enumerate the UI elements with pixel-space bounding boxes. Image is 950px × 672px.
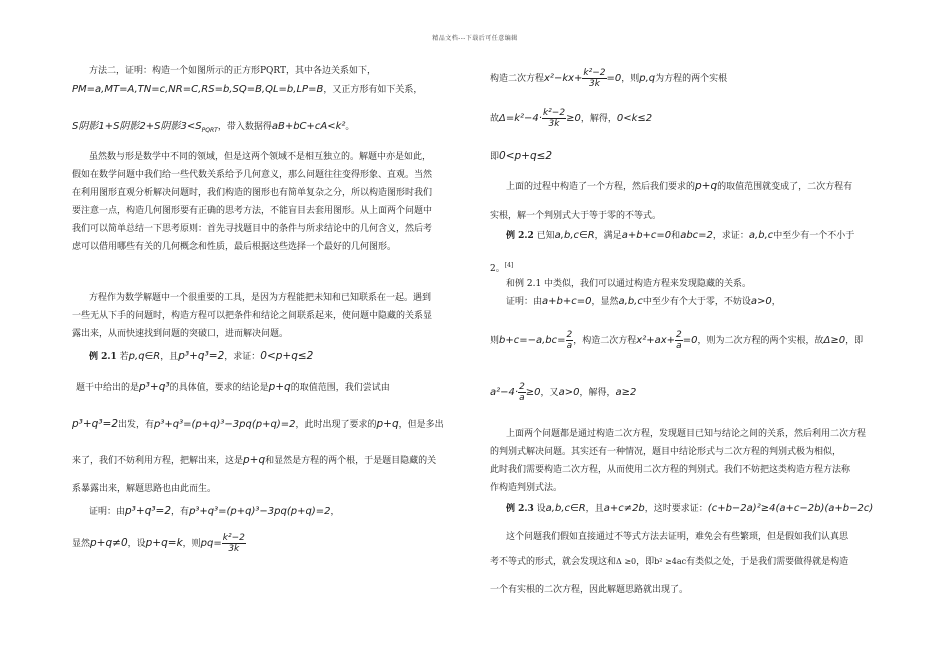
text-fragment: ，设 <box>127 539 146 549</box>
math-expression: a>0 <box>558 387 580 398</box>
text-fragment: 显然 <box>72 539 91 549</box>
left-line-3 <box>72 121 354 137</box>
text-fragment: ，解得， <box>579 388 616 398</box>
text-fragment: 即 <box>490 152 500 162</box>
paragraph-line <box>490 556 848 568</box>
paragraph-line: 一些无从下手的问题时，构造方程可以把条件和结论之间联系起来，使问题中隐藏的关系显 <box>72 311 433 321</box>
fraction-numerator: k²−2 <box>222 533 245 543</box>
text-fragment: ，求证： <box>224 352 261 362</box>
text-fragment: ，解得， <box>580 114 617 124</box>
math-expression: S阴影1+S阴影2+S阴影3<S <box>72 121 202 132</box>
math-expression: 0<p+q≤2 <box>260 350 314 362</box>
proof-line-1 <box>89 505 340 518</box>
paragraph-line: 假如在数学问题中我们给一些代数关系给予几何意义，那么问题往往变得形象、直观。当然 <box>72 170 433 180</box>
math-subscript: PQRT <box>201 126 218 134</box>
math-expression: a,b,c <box>748 230 774 241</box>
math-expression: ≥0 <box>566 113 581 124</box>
paragraph-line: 我们可以简单总结一下思考原则：首先寻找题目中的条件与所求结论中的几何含义，然后考 <box>72 224 433 234</box>
fraction-denominator: 3k <box>588 79 600 89</box>
text-fragment: ，构造二次方程 <box>573 336 637 346</box>
text-fragment: 来了，我们不妨利用方程，把解出来，这是 <box>72 456 244 466</box>
text-fragment: ，且 <box>160 352 179 362</box>
text-fragment: ，显然 <box>591 297 619 307</box>
example-label: 例 2.2 <box>506 231 534 241</box>
math-expression: p+q <box>376 418 399 430</box>
proof-line-2 <box>72 532 246 555</box>
right-line-2 <box>490 108 652 130</box>
example-2-2-statement <box>506 230 854 242</box>
example-2-3-statement <box>506 503 873 515</box>
left-line-analysis-1 <box>76 381 390 394</box>
right-line-7 <box>490 260 513 275</box>
text-fragment: ，则 <box>182 539 201 549</box>
text-fragment: 上面的过程中构造了一个方程，然后我们要求的 <box>506 182 696 192</box>
paragraph-line: 上面两个问题都是通过构造二次方程，发现题目已知与结论之间的关系，然后利用二次方程 <box>506 429 867 439</box>
text-fragment: 证明：由 <box>506 297 543 307</box>
example-label: 例 2.1 <box>89 352 117 362</box>
math-expression: p+q=k <box>145 537 183 549</box>
paragraph-line: 的判别式解决问题。其实还有一种情况，题目中结论形式与二次方程的判别式极为相似， <box>490 447 842 457</box>
citation-ref: [4] <box>504 262 514 269</box>
text-fragment: ，即 <box>636 557 655 567</box>
math-expression: a+b+c=0 <box>542 296 592 307</box>
paragraph-line: 露出来，从而快速找到问题的突破口，进而解决问题。 <box>72 329 289 339</box>
math-expression: p+q <box>695 180 718 192</box>
fraction-numerator: 2 <box>566 330 573 340</box>
proof-line-2-2 <box>490 330 863 352</box>
math-expression: p³+q³=(p+q)³−3pq(p+q)=2 <box>189 506 331 517</box>
math-expression: pq= <box>200 538 222 549</box>
math-expression: p³+q³=2 <box>125 505 172 517</box>
math-expression: b+c=−a,bc= <box>499 335 566 346</box>
left-line-analysis-2 <box>72 418 444 431</box>
math-expression: p,q∈R <box>128 351 161 362</box>
text-fragment: ，有 <box>171 507 190 517</box>
math-expression: 0<p+q≤2 <box>499 150 553 162</box>
math-expression: p+q <box>268 381 291 393</box>
text-fragment: ，又正方形有如下关系， <box>323 85 423 95</box>
text-fragment: ，这时要求证： <box>644 504 708 514</box>
text-fragment: ，则 <box>621 74 640 84</box>
text-fragment: ，又 <box>540 388 559 398</box>
text-fragment: 若 <box>116 352 129 362</box>
text-fragment: 有类似之处，于是我们需要做得就是构造 <box>686 557 849 567</box>
fraction-numerator: 2 <box>519 382 525 392</box>
math-expression: p+q≠0 <box>90 537 128 549</box>
text-fragment: ，带入数据得 <box>217 122 272 132</box>
paragraph-line: 方程作为数学解题中一个很重要的工具，是因为方程能把未知和已知联系在一起。遇到 <box>89 293 432 303</box>
paragraph-line: 虑可以借用哪些有关的几何概念和性质，最后根据这些选择一个最好的几何图形。 <box>72 242 397 252</box>
math-expression: x²−kx+ <box>544 73 583 84</box>
paragraph-line: 要注意一点，构造几何图形要有正确的思考方法，不能盲目去套用图形。从上面两个问题中 <box>72 206 433 216</box>
text-fragment: 证明：由 <box>89 507 126 517</box>
math-expression: a+c≠2b <box>603 503 645 514</box>
math-expression: p³+q³=2 <box>178 350 225 362</box>
fraction <box>222 533 246 554</box>
math-expression: Δ ≥0 <box>616 557 637 566</box>
text-fragment: 则 <box>490 336 500 346</box>
text-fragment: ，且 <box>585 504 604 514</box>
math-expression: =0 <box>682 335 698 346</box>
text-fragment: 考不等式的形式，就会发现这和 <box>490 557 617 567</box>
text-fragment: 为方程的两个实根 <box>655 74 728 84</box>
fraction-numerator: k²−2 <box>542 108 566 118</box>
text-fragment: 的取值范围就变成了，二次方程有 <box>717 182 853 192</box>
text-fragment: 和显然是方程的两个根，于是题目隐藏的关 <box>265 456 437 466</box>
fraction-numerator: 2 <box>676 330 682 340</box>
math-expression: a+b+c=0 <box>621 230 672 241</box>
math-expression: p³+q³ <box>139 381 170 393</box>
math-expression: ≥0 <box>525 387 541 398</box>
fraction-denominator: a <box>519 393 525 403</box>
text-fragment: ，则为二次方程的两个实根，故 <box>697 336 824 346</box>
math-expression: p,q <box>639 73 656 84</box>
math-expression: =0 <box>606 73 622 84</box>
math-expression: p+q <box>243 454 266 466</box>
text-fragment: 的取值范围，我们尝试由 <box>290 383 390 393</box>
text-fragment: 中至少有一个不小于 <box>773 231 855 241</box>
example-2-1-statement <box>89 350 313 363</box>
math-expression: a,b,c <box>618 296 643 307</box>
math-expression: p³+q³=2 <box>72 418 119 430</box>
math-expression: x²+ax+ <box>636 335 676 346</box>
text-fragment: 故 <box>490 114 500 124</box>
left-line-2 <box>72 84 422 96</box>
math-expression: a>0 <box>750 296 772 307</box>
fraction <box>675 330 683 351</box>
paragraph-line: 作构造判别式法。 <box>490 483 563 493</box>
text-fragment: ，即 <box>845 336 864 346</box>
text-fragment: ，但是多出 <box>398 420 444 430</box>
math-expression: Δ≥0 <box>823 335 846 346</box>
math-expression: aB+bC+cA<k² <box>271 121 346 132</box>
math-expression: abc=2 <box>680 230 713 241</box>
text-fragment: 题干中给出的是 <box>76 383 140 393</box>
math-expression: Δ=k²−4· <box>499 113 542 124</box>
fraction <box>518 382 526 403</box>
paragraph-line: 虽然数与形是数学中不同的领域，但是这两个领域不是相互独立的。解题中亦是如此， <box>89 152 432 162</box>
fraction-denominator: a <box>676 341 682 351</box>
math-expression: PM=a,MT=A,TN=c,NR=C,RS=b,SQ=B,QL=b,LP=B <box>72 84 324 95</box>
text-fragment: 中至少有个大于零，不妨设 <box>642 297 751 307</box>
text-fragment: 已知 <box>533 231 555 241</box>
fraction-numerator: k²−2 <box>583 68 606 78</box>
text-fragment: 出发，有 <box>118 420 155 430</box>
text-fragment: 设 <box>533 504 546 514</box>
paragraph-line: 一个有实根的二次方程，因此解题思路就出现了。 <box>490 585 689 595</box>
fraction-denominator: 3k <box>228 544 240 554</box>
math-expression: a≥2 <box>615 387 637 398</box>
proof-line-2-1 <box>506 296 781 308</box>
page-header: 精品文档---下载后可任意编辑 <box>432 35 518 42</box>
fraction-denominator: a <box>566 341 573 351</box>
math-expression: (c+b−2a)²≥4(a+c−2b)(a+b−2c) <box>707 503 874 514</box>
text-fragment: ， <box>330 507 340 517</box>
text-fragment: ， <box>771 297 781 307</box>
paragraph-line: 这个问题我们假如直接通过不等式方法去证明，难免会有些繁琐，但是假如我们认真思 <box>506 532 849 542</box>
right-line-1 <box>490 68 727 90</box>
fraction <box>542 108 566 129</box>
math-expression: 0<k≤2 <box>616 113 653 124</box>
math-expression: a,b,c∈R <box>554 230 595 241</box>
text-fragment: ，此时出现了要求的 <box>295 420 377 430</box>
paragraph-line: 此时我们需要构造二次方程，从而使用二次方程的判别式。我们不妨把这类构造方程方法称 <box>490 465 851 475</box>
right-line-3 <box>490 150 552 163</box>
left-line-analysis-3 <box>72 454 436 467</box>
text-fragment: 和 <box>671 231 681 241</box>
left-line-1: 方法二，证明：构造一个如图所示的正方形PQRT，其中各边关系如下， <box>89 66 377 76</box>
math-expression: a,b,c∈R <box>545 503 586 514</box>
math-expression: p³+q³=(p+q)³−3pq(p+q)=2 <box>154 419 296 430</box>
text-fragment: 的具体值，要求的结论是 <box>169 383 269 393</box>
fraction-denominator: 3k <box>548 119 560 129</box>
right-line-8: 和例 2.1 中类似，我们可以通过构造方程来发现隐藏的关系。 <box>506 279 752 289</box>
paragraph-line: 在利用图形直观分析解决问题时，我们构造的图形也有简单复杂之分，所以构造图形时我们 <box>72 188 433 198</box>
example-label: 例 2.3 <box>506 504 534 514</box>
text-fragment: 2。 <box>490 264 505 274</box>
text-fragment: 。 <box>345 122 355 132</box>
math-expression: a²−4· <box>490 387 519 398</box>
text-fragment: ，满足 <box>594 231 622 241</box>
right-line-4 <box>506 180 852 193</box>
fraction <box>582 68 606 89</box>
text-fragment: ，求证： <box>712 231 749 241</box>
proof-line-2-3 <box>490 382 636 404</box>
math-expression: b² ≥4ac <box>654 557 687 566</box>
right-line-5: 实根，解一个判别式大于等于零的不等式。 <box>490 211 662 221</box>
left-line-analysis-4: 系暴露出来，解题思路也由此而生。 <box>72 484 217 494</box>
text-fragment: 构造二次方程 <box>490 74 545 84</box>
